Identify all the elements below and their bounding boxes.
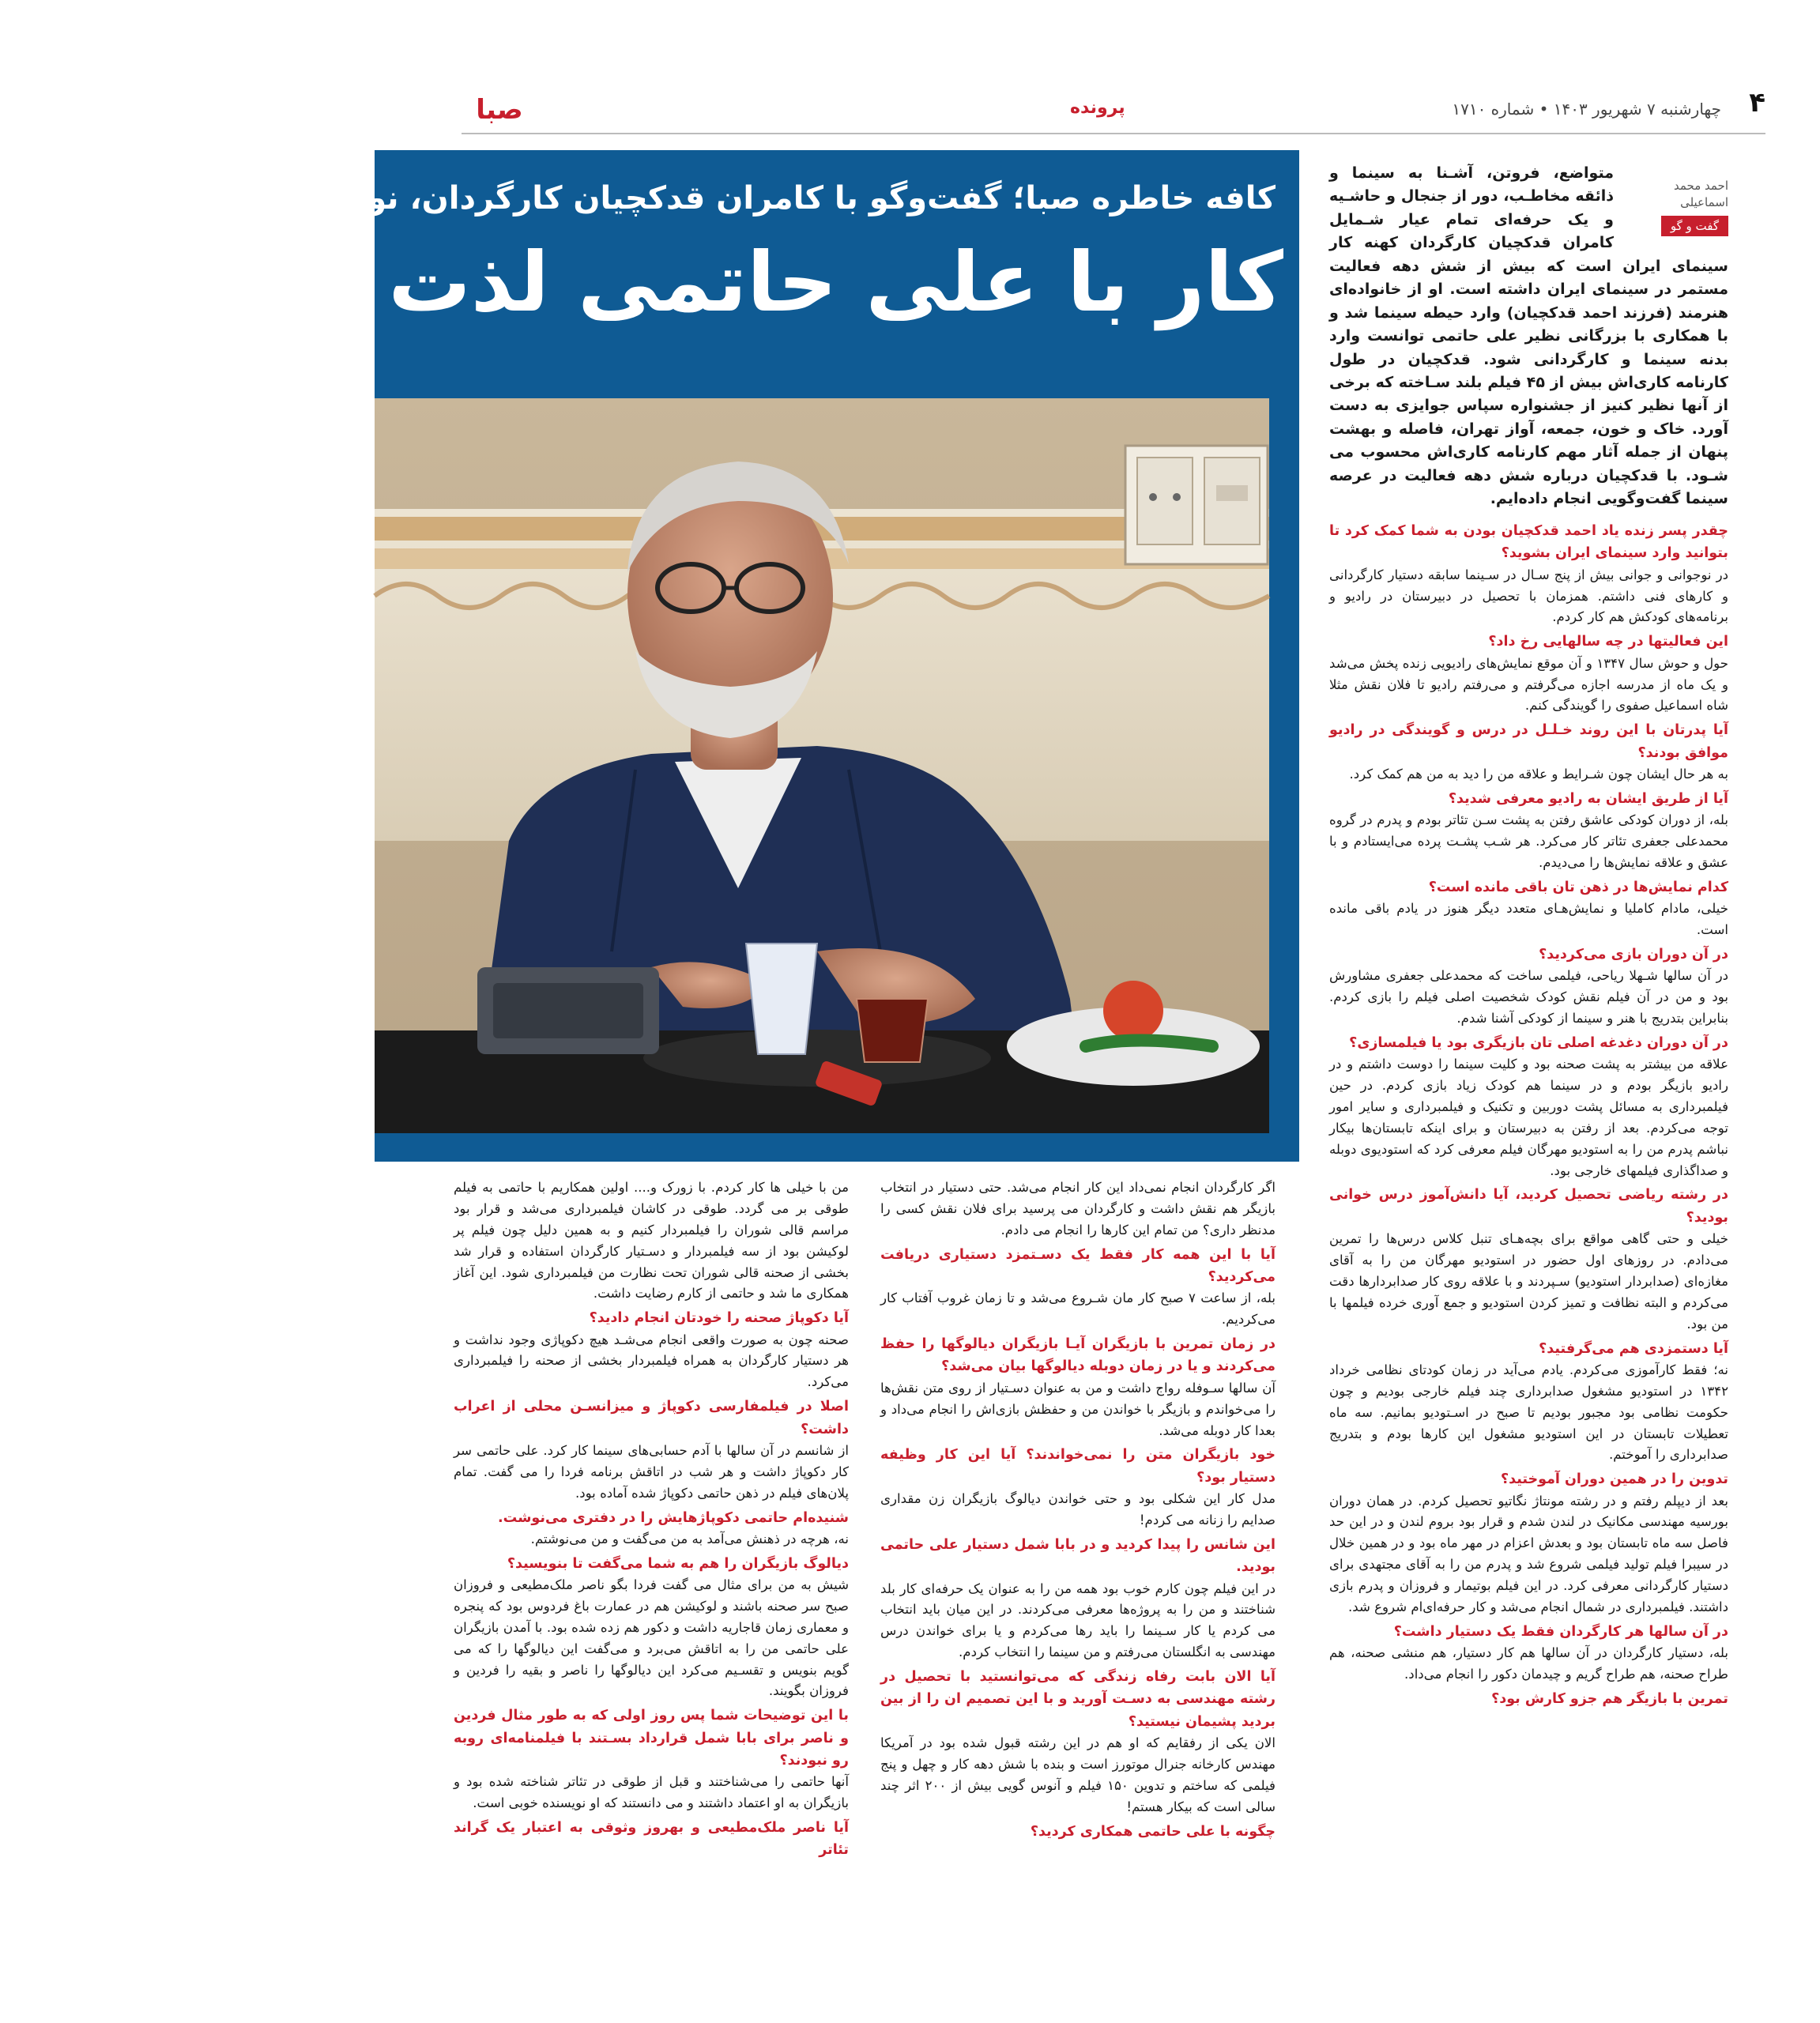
headline-kicker: کافه خاطره صبا؛ گفت‌وگو با کامران قدکچیان کارگردان، نویسنده و تدوینگر: [119, 180, 1276, 217]
text-column-left: [454, 1177, 849, 1936]
answer-paragraph: من با خیلی ها کار کردم. با زورک و.... اولین همکاریم با حاتمی به فیلم طوقی بر می گردد. طوقی در کاشان فیلمبرداری می‌شد و قرار بود مراسم قالی شوران را فیلمبردار کنیم و به همین دلیل چون فیلم پر لوکیشن بود از سه فیلمبردار و دسـتیار کارگردان استفاده و قرار شد بخشی از صحنه قالی شوران تحت نظارت من فیلمبرداری شود. این آغاز همکاری ما شد و حاتمی از کارم رضایت داشت.: [454, 1180, 849, 1302]
intro-text: متواضع، فروتن، آشـنا به سینما و ذائقه مخاطـب، دور از جنجال و حاشـیه و یک حرفه‌ای تمام عیار شـمایل کامران قدکچیان کارگردان کهنه کار سینمای ایران است که بیش از شش دهه فعالیت مستمر در سینمای ایران داشته است. او از خانواده‌ای هنرمند (فرزند احمد قدکچیان) وارد حیطه سینما شد و با همکاری با بزرگانی نظیر علی حاتمی توانست وارد بدنه سینما و کارگردانی شود. قدکچیان در طول کارنامه کاری‌اش بیش از ۴۵ فیلم بلند سـاخته که برخی از آنها نظیر کنیز از جشنواره سپاس جوایزی به دست آورد. خاک و خون، جمعه، آواز تهران، فاصله و بهشت پنهان از جمله آثار مهم کارنامه کاری‌اش محسوب می شـود. با قدکچیان درباره شش دهه فعالیت در عرصه سینما گفت‌وگویی انجام داده‌ایم.: [1329, 164, 1728, 508]
answer-paragraph: بله، از دوران کودکی عاشق رفتن به پشت سـن تئاتر بودم و پدرم در گروه محمدعلی جعفری تئاتر کار می‌کرد. هر شـب پشـت پرده می‌ایستادم و با عشق و علاقه نمایش‌ها را می‌دیدم.: [1329, 812, 1728, 870]
question-heading: این شانس را پیدا کردید و در بابا شمل دستیار علی حاتمی بودید.: [880, 1536, 1276, 1576]
question-heading: اصلا در فیلمفارسی دکوپاژ و میزانسـن محلی از اعراب داشت؟: [454, 1399, 849, 1437]
question-heading: آیا الان بابت رفاه زندگی که می‌توانستید با تحصیل در رشته مهندسی به دسـت آورید و با این تصمیم ان را از بین بردید پشیمان نیستید؟: [880, 1669, 1276, 1730]
answer-paragraph: علاقه من بیشتر به پشت صحنه بود و کلیت سینما را دوست داشتم و در رادیو بازیگر بودم و در سینما هم کودک زیاد بازی کردم. در حین فیلمبرداری به مسائل پشت دوربین و تکنیک و فیلمبرداری و سایر امور توجه می‌کردم. بعد از رفتن به دبیرستان و برای اینکه تابستان‌ها بیکار نباشم پدرم من را به استودیو مهرگان فیلم معرفی کرد که استودیوی دوبله و صداگذاری فیلمهای خارجی بود.: [1329, 1057, 1728, 1178]
author-name: احمد محمد اسماعیلی: [1673, 179, 1728, 209]
answer-paragraph: بعد از دیپلم رفتم و در رشته مونتاژ نگاتیو تحصیل کردم. در همان دوران بورسیه مهندسی مکانیک در لندن شدم و قرار بود بروم لندن و در این حد فاصل سه ماه تابستان بود و بعدش اعزام در مهر ماه بود و در همین خلال در سیبرا فیلم تولید فیلمی شروع شد و پدرم من را به آقای مجتهدی برای دستیار کارگردانی معرفی کرد. در این فیلم بوتیمار و فروزان و پدرم بازی داشتند. فیلمبرداری در شمال انجام می‌شد و کار حرفه‌ای‌ام شروع شد.: [1329, 1493, 1728, 1614]
question-heading: تمرین با بازیگر هم جزو کارش بود؟: [1491, 1690, 1728, 1707]
answer-paragraph: شیش به من برای مثال می گفت فردا بگو ناصر ملک‌مطیعی و فروزان صبح سر صحنه باشند و لوکیشن هم در عمارت باغ فردوس بود که پنجره و معماری زمان قاجاریه داشت و دکور هم زده شده بود. با آمدن بازیگران علی حاتمی من را به اتاقش می‌برد و می‌گفت این دیالوگها را که می گویم بنویس و تقسـیم می‌کرد این دیالوگها را ناصر و بقیه را فردین و فروزان بگویند.: [454, 1577, 849, 1699]
question-heading: با این توضیحات شما پس روز اولی که به طور مثال فردین و ناصر برای بابا شمل قرارداد بسـتند با فیلمنامه‌ای روبه رو نبودند؟: [454, 1708, 849, 1769]
genre-badge: گفت و گو: [1661, 216, 1728, 236]
answer-paragraph: در نوجوانی و جوانی بیش از پنج سـال در سـینما سابقه دستیار کارگردانی و کارهای فنی داشتم. همزمان با تحصیل در دبیرستان در رادیو و برنامه‌های کودکش هم کار کردم.: [1329, 567, 1728, 625]
question-heading: آیا دستمزدی هم می‌گرفتید؟: [1539, 1340, 1728, 1357]
question-heading: در آن دوران بازی می‌کردید؟: [1539, 946, 1728, 963]
question-heading: چگونه با علی حاتمی همکاری کردید؟: [1030, 1823, 1276, 1840]
answer-paragraph: از شانسم در آن سالها با آدم حسابی‌های سینما کار کرد. علی حاتمی سر کار دکوپاژ داشت و هر شب در اتاقش برنامه فردا را می گفت. تمام پلان‌های فیلم در ذهن حاتمی دکوپاژ شده آماده بود.: [454, 1442, 849, 1501]
question-heading: در زمان تمرین با بازیگران آیـا بازیگران دیالوگها را حفظ می‌کردند و یا در زمان دوبله دیالوگها بیان می‌شد؟: [880, 1336, 1276, 1375]
question-heading: آیا با این همه کار فقط یک دسـتمزد دستیاری دریافت می‌کردید؟: [880, 1246, 1276, 1285]
question-heading: آیا پدرتان با این روند خـلـل در درس و گویندگی در رادیو موافق بودند؟: [1329, 722, 1728, 761]
section-label: پرونده: [1070, 98, 1125, 118]
headline-title: کار با علی حاتمی لذت بخش بود: [0, 234, 1283, 330]
answer-paragraph: نه؛ فقط کارآموزی می‌کردم. یادم می‌آید در زمان کودتای نظامی خرداد ۱۳۴۲ در استودیو مشغول صدابرداری چند فیلم خارجی بودیم و چون حکومت نظامی بود مجبور بودیم تا صبح در اسـتودیو بمانیم. سه ماه تعطیلات تابستان در این استودیو مشغول این کارها بودم و بتدریج صدابرداری را آموختم.: [1329, 1362, 1728, 1463]
saba-logo-icon: [462, 92, 537, 126]
answer-paragraph: خیلی، مادام کاملیا و نمایش‌هـای متعدد دیگر هنوز در یادم باقی مانده است.: [1329, 901, 1728, 938]
answer-paragraph: بله، دستیار کارگردان در آن سالها هم کار دستیار، هم منشی صحنه، هم طراح صحنه، هم طراح گریم و چیدمان دکور را انجام می‌داد.: [1329, 1645, 1728, 1682]
question-heading: آیا ناصر ملک‌مطیعی و بهروز وثوقی به اعتبار یک گراند تئاتر: [454, 1820, 849, 1859]
answer-paragraph: نه، هرچه در ذهنش می‌آمد به من می‌گفت و من می‌نوشتم.: [530, 1531, 849, 1546]
answer-paragraph: بله، از ساعت ۷ صبح کار مان شـروع می‌شد و تا زمان غروب آفتاب کار می‌کردیم.: [880, 1290, 1276, 1328]
answer-paragraph: اگر کارگردان انجام نمی‌داد این کار انجام می‌شد. حتی دستیار در انتخاب بازیگر هم نقش داشت و کارگردان می پرسید برای فلان نقش کسی را مدنظر داری؟ من تمام این کارها را انجام می دادم.: [880, 1180, 1276, 1238]
byline: [1626, 178, 1728, 236]
question-heading: چقدر پسر زنده یاد احمد قدکچیان بودن به شما کمک کرد تا بتوانید وارد سینمای ایران بشوید؟: [1329, 523, 1728, 562]
question-heading: دیالوگ بازیگران را هم به شما می‌گفت تا بنویسید؟: [507, 1555, 849, 1572]
answer-paragraph: الان یکی از رفقایم که او هم در این رشته قبول شده بود در آمریکا مهندس کارخانه جنرال موتورز است و بنده با شش دهه کار و چهل و پنج فیلمی که ساختم و تدوین ۱۵۰ فیلم و آنوس گویی بیش از ۲۰۰ اثر چند سالی است که بیکار هستم!: [880, 1735, 1276, 1814]
answer-paragraph: حول و حوش سال ۱۳۴۷ و آن موقع نمایش‌های رادیویی زنده پخش می‌شد و یک ماه از مدرسه اجازه می‌گرفتم و می‌رفتم رادیو تا فلان نقش مثلا شاه اسماعیل صفوی را گویندگی کنم.: [1329, 655, 1729, 714]
answer-paragraph: در آن سالها شـهلا ریاحی، فیلمی ساخت که محمدعلی جعفری مشاورش بود و من در آن فیلم نقش کودک شخصیت اصلی فیلم را بازی کردم. بنابراین بتدریج با هنر و سینما از کودکی آشنا شدم.: [1329, 968, 1728, 1026]
question-heading: در رشته ریاضی تحصیل کردید، آیا دانش‌آموز درس خوانی بودید؟: [1329, 1187, 1728, 1226]
headline-panel: [0, 150, 1299, 1162]
question-heading: آیا دکوپاژ صحنه را خودتان انجام دادید؟: [589, 1310, 849, 1327]
question-heading: کدام نمایش‌ها در ذهن تان باقی مانده است؟: [1428, 879, 1728, 895]
answer-paragraph: خیلی و حتی گاهی مواقع برای بچه‌هـای تنبل کلاس درس‌ها را تمرین می‌دادم. در روزهای اول حضور در استودیو مهرگان من را به آقای مغازه‌ای (صدابردار استودیو) سـپردند و با علاقه روی کار صدابردارها دقت می‌کردم و البته نظافت و تمیز کردن استودیو و جمع آوری خرده فیلمها با من بود.: [1329, 1231, 1728, 1332]
interview-photo: [375, 398, 1269, 1133]
answer-paragraph: به هر حال ایشان چون شـرایط و علاقه من را دید به من هم کمک کرد.: [1349, 766, 1728, 782]
issue-dateline: چهارشنبه ۷ شهریور ۱۴۰۳ • شماره ۱۷۱۰: [1452, 100, 1721, 119]
answer-paragraph: آنها حاتمی را می‌شناختند و قبل از طوقی در تئاتر شناخته شده بود و بازیگران به او اعتماد داشتند و می دانستند که او نویسنده خوبی است.: [454, 1774, 849, 1811]
text-column-right: [1329, 518, 1728, 1889]
question-heading: در آن دوران دغدغه اصلی تان بازیگری بود یا فیلمسازی؟: [1349, 1034, 1728, 1051]
page-number: ۴: [1749, 87, 1765, 119]
question-heading: شنیده‌ام حاتمی دکوپاژهایش را در دفتری می‌نوشت.: [498, 1509, 849, 1526]
question-heading: در آن سالها هر کارگردان فقط یک دستیار داشت؟: [1393, 1623, 1728, 1640]
question-heading: خود بازیگران متن را نمی‌خواندند؟ آیا این کار وظیفه دستیار بود؟: [880, 1447, 1276, 1486]
answer-paragraph: آن سالها سـوفله رواج داشت و من به عنوان دسـتیار از روی متن نقش‌ها را می‌خواندم و بازیگر با خواندن من و حفظش بازی‌اش را انجام می‌داد و بعدا کار دوبله می‌شد.: [880, 1380, 1276, 1438]
answer-paragraph: در این فیلم چون کارم خوب بود همه من را به عنوان یک حرفه‌ای کار بلد شناختند و من را به پروژه‌ها معرفی می‌کردند. در این میان باید انتخاب می کردم یا کار سـینما را باید رها می‌کردم و یا برای خواندن درس مهندسی به انگلستان می‌رفتم و من سینما را انتخاب کردم.: [880, 1580, 1276, 1660]
page-header: [422, 87, 1765, 134]
answer-paragraph: صحنه چون به صورت واقعی انجام می‌شـد هیچ دکوپاژی وجود نداشت و هر دستیار کارگردان به همراه فیلمبردار بخشی از صحنه را فیلمبرداری می‌کرد.: [454, 1332, 849, 1390]
question-heading: این فعالیتها در چه سالهایی رخ داد؟: [1488, 634, 1728, 650]
question-heading: تدوین را در همین دوران آموختید؟: [1500, 1471, 1728, 1488]
question-heading: آیا از طریق ایشان به رادیو معرفی شدید؟: [1448, 790, 1728, 807]
text-column-middle: [880, 1177, 1276, 1936]
svg-text:صبا: صبا: [476, 94, 523, 126]
intro-block: [1329, 162, 1728, 510]
answer-paragraph: مدل کار این شکلی بود و حتی خواندن دیالوگ بازیگران زن مقداری صدایم را زنانه می کردم!: [880, 1491, 1276, 1528]
header-rule: [462, 133, 1765, 134]
